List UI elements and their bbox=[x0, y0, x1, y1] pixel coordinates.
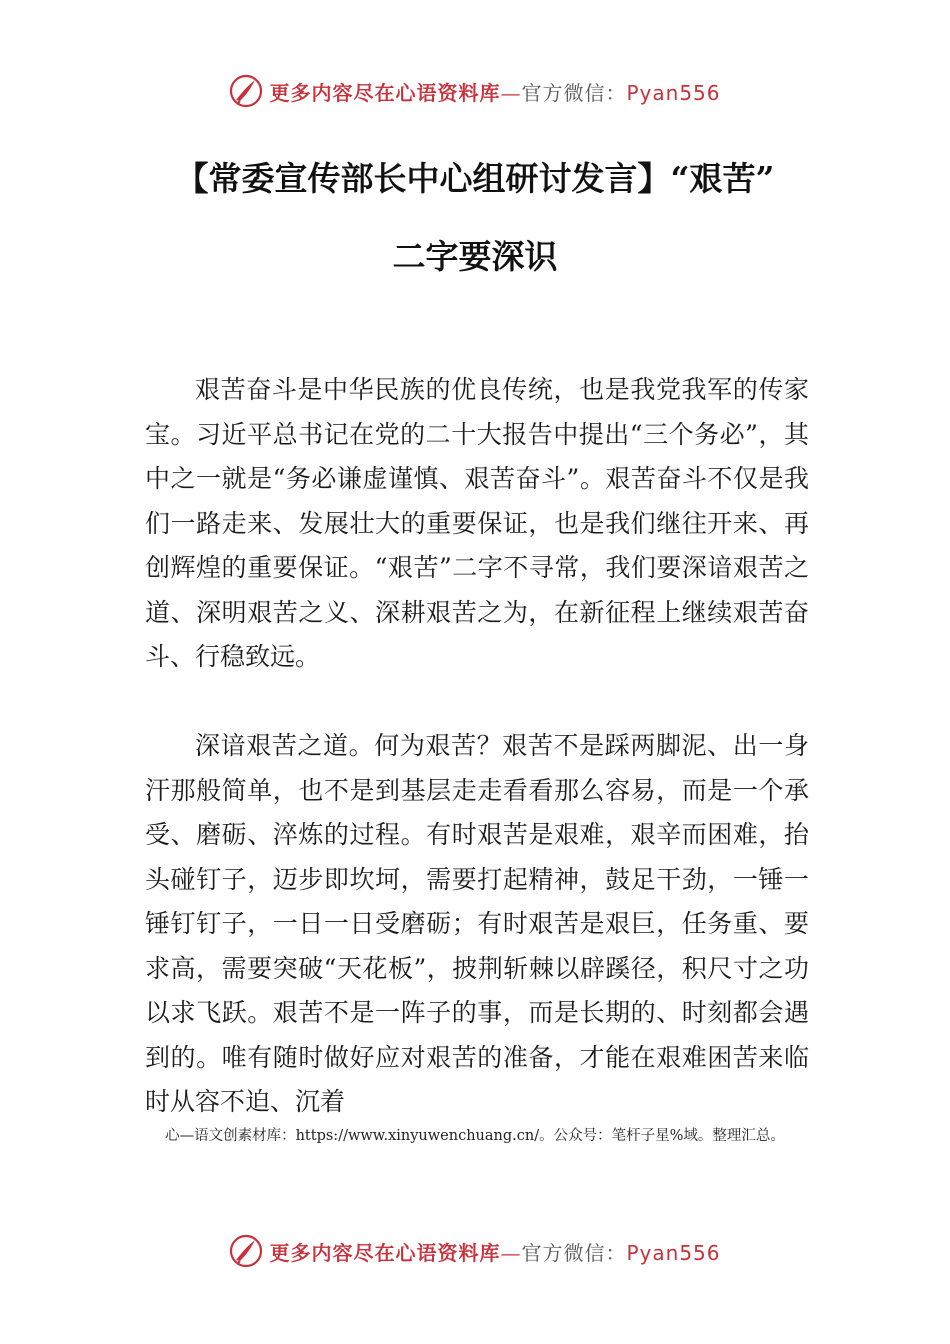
header-banner bbox=[0, 74, 950, 108]
title-line-2: 二字要深识 bbox=[392, 237, 558, 276]
pen-logo-icon bbox=[229, 74, 263, 108]
banner-wechat-label: 官方微信： bbox=[521, 80, 627, 105]
banner-site-name: 更多内容尽在心语资料库 bbox=[269, 1240, 501, 1265]
footer-banner bbox=[0, 1234, 950, 1268]
banner-site-name: 更多内容尽在心语资料库 bbox=[269, 80, 501, 105]
source-footnote: 心—语文创素材库：https://www.xinyuwenchuang.cn/。公众号：笔杆子星%域。整理汇总。 bbox=[165, 1128, 785, 1144]
banner-wechat-id: Pyan556 bbox=[626, 1240, 721, 1265]
pen-logo-icon bbox=[229, 1234, 263, 1268]
body-paragraph-1: 艰苦奋斗是中华民族的优良传统，也是我党我军的传家宝。习近平总书记在党的二十大报告中提出“三个务必”，其中之一就是“务必谦虚谨慎、艰苦奋斗”。艰苦奋斗不仅是我们一路走来、发展壮大的重要保证，也是我们继往开来、再创辉煌的重要保证。“艰苦”二字不寻常，我们要深谙艰苦之道、深明艰苦之义、深耕艰苦之为，在新征程上继续艰苦奋斗、行稳致远。 bbox=[145, 375, 809, 671]
banner-separator: — bbox=[500, 80, 522, 105]
title-line-1: 【常委宣传部长中心组研讨发言】“艰苦” bbox=[175, 159, 775, 198]
body-paragraph-2: 深谙艰苦之道。何为艰苦？艰苦不是踩两脚泥、出一身汗那般简单，也不是到基层走走看看那么容易，而是一个承受、磨砺、淬炼的过程。有时艰苦是艰难，艰辛而困难，抬头碰钉子，迈步即坎坷，需要打起精神，鼓足干劲，一锤一锤钉钉子，一日一日受磨砺；有时艰苦是艰巨，任务重、要求高，需要突破“天花板”，披荆斩棘以辟蹊径，积尺寸之功以求飞跃。艰苦不是一阵子的事，而是长期的、时刻都会遇到的。唯有随时做好应对艰苦的准备，才能在艰难困苦来临时从容不迫、沉着 bbox=[145, 731, 809, 1116]
document-title bbox=[0, 140, 950, 296]
banner-wechat-id: Pyan556 bbox=[626, 80, 721, 105]
banner-wechat-label: 官方微信： bbox=[521, 1240, 627, 1265]
banner-separator: — bbox=[500, 1240, 522, 1265]
